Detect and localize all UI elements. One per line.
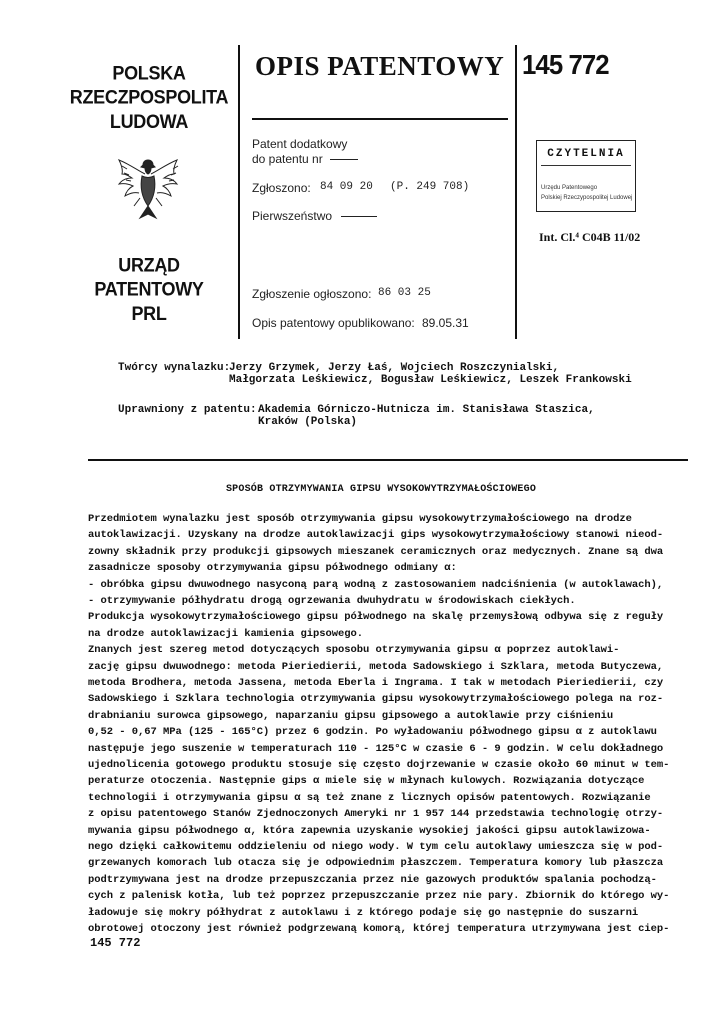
- priority-label-text: Pierwszeństwo: [252, 209, 333, 223]
- text-line: peraturze otoczenia. Następnie gips α miele się w młynach kulowych. Rozwiązania dotyczące: [88, 775, 645, 788]
- title-rule: [252, 118, 508, 120]
- application-published-label: Zgłoszenie ogłoszono:: [252, 287, 372, 301]
- text-line: Znanych jest szereg metod dotyczących sposobu otrzymywania gipsu α poprzez autoklawi-: [88, 644, 620, 657]
- parent-patent-label: [252, 152, 358, 166]
- text-line: drabnianiu surowca gipsowego, naparzaniu gipsu gipsowego a autoklawie przy ciśnieniu: [88, 709, 614, 722]
- text-line: zasadnicze sposoby otrzymywania gipsu półwodnego odmiany α:: [88, 562, 457, 575]
- international-classification: Int. Cl.⁴ C04B 11/02: [539, 230, 641, 244]
- creators-line: Małgorzata Leśkiewicz, Bogusław Leśkiewicz, Leszek Frankowski: [229, 374, 632, 386]
- text-line: - otrzymywanie półhydratu drogą ogrzewania dwuhydratu w środowiskach ciekłych.: [88, 595, 576, 607]
- priority-label: [252, 209, 377, 223]
- stamp-title: CZYTELNIA: [547, 148, 625, 160]
- text-line: obrotowej otoczony jest również podgrzewaną komorą, której temperatura utrzymywana jest ciep-: [88, 923, 670, 935]
- text-line: metoda Brodhera, metoda Jassena, metoda Eberla i Ingrama. I tak w metodach Pieriedierii, czy: [88, 677, 664, 689]
- office-line: PRL: [131, 302, 167, 325]
- column-divider: [515, 45, 517, 339]
- invention-title: SPOSÓB OTRZYMYWANIA GIPSU WYSOKOWYTRZYMAŁOŚCIOWEGO: [225, 484, 537, 495]
- description-published-label: Opis patentowy opublikowano:: [252, 316, 415, 330]
- text-line: na drodze autoklawizacji kamienia gipsowego.: [88, 627, 364, 640]
- creators-label: Twórcy wynalazku:: [118, 362, 231, 374]
- text-line: Sadowskiego i Szklara technologia otrzymywania gipsu wysokowytrzymałościowego polega na roz-: [88, 693, 664, 706]
- application-published-value: 86 03 25: [378, 287, 431, 299]
- blank-line: [341, 216, 377, 217]
- text-line: - obróbka gipsu dwuwodnego nasyconą parą wodną z zastosowaniem nadciśnienia (w autoklawach),: [88, 578, 664, 591]
- text-line: z opisu patentowego Stanów Zjednoczonych Ameryki nr 1 957 144 przedstawia technologię otrzy-: [88, 808, 664, 821]
- text-line: Przedmiotem wynalazku jest sposób otrzymywania gipsu wysokowytrzymałościowego na drodze: [88, 513, 632, 525]
- text-line: 0,52 - 0,67 MPa (125 - 165°C) przez 6 godzin. Po wyładowaniu półwodnego gipsu α z autoklawu: [88, 726, 657, 739]
- text-line: zację gipsu dwuwodnego: metoda Pieriedierii, metoda Sadowskiego i Szklara, metoda Butyczewa,: [88, 660, 664, 673]
- patent-number: 145 772: [522, 49, 609, 80]
- patent-owner-line: Akademia Górniczo-Hutnicza im. Stanisława Staszica,: [258, 404, 595, 416]
- filing-date-value: 84 09 20: [320, 181, 373, 193]
- eagle-emblem-icon: [112, 150, 184, 226]
- text-line: Produkcja wysokowytrzymałościowego gipsu półwodnego na skalę przemysłową odbywa się z reguły: [88, 611, 664, 624]
- text-line: autoklawizacji. Uzyskany na drodze autoklawizacji gips wysokowytrzymałościowy stanowi nieod-: [88, 529, 664, 542]
- text-line: nego dzięki całkowitemu oddzieleniu od niego wody. W tym celu autoklawy umieszcza się w pod-: [88, 841, 664, 853]
- patent-owner-label: Uprawniony z patentu:: [118, 404, 257, 416]
- blank-line: [330, 159, 358, 160]
- country-line: RZECZPOSPOLITA: [69, 86, 229, 108]
- column-divider: [238, 45, 240, 339]
- page-footer-number: 145 772: [90, 936, 141, 950]
- creators-line: Jerzy Grzymek, Jerzy Łaś, Wojciech Roszczynialski,: [229, 362, 560, 374]
- text-line: technologii i otrzymywania gipsu α są też znane z licznych opisów patentowych. Rozwiązanie: [88, 791, 651, 804]
- text-line: następuje jego suszenie w temperaturach 110 - 125°C w czasie 6 - 9 godzin. W celu dokładnego: [88, 742, 664, 755]
- stamp-divider: [541, 165, 631, 166]
- description-published-value: 89.05.31: [422, 316, 469, 330]
- text-line: ujednolicenia gotowego produktu stosuje się często dojrzewanie w czasie około 60 minut w tem-: [88, 759, 670, 771]
- parent-patent-label-text: do patentu nr: [252, 152, 323, 166]
- text-line: zowny składnik przy produkcji gipsowych mieszanek ceramicznych oraz medycznych. Znane są dwa: [88, 545, 664, 558]
- text-line: podtrzymywana jest na drodze przepuszczania przez nie gazowych produktów spalania pochodzą-: [88, 873, 657, 886]
- office-line: URZĄD: [118, 253, 180, 276]
- document-type-title: OPIS PATENTOWY: [255, 51, 505, 81]
- text-line: ładowuje się mokry półhydrat z autoklawu i z którego podaje się go następnie do suszarni: [88, 906, 639, 919]
- filing-date-label: Zgłoszono:: [252, 181, 311, 195]
- additional-patent-label: Patent dodatkowy: [252, 137, 348, 151]
- text-line: grzewanych komorach lub otacza się je odpowiednim płaszczem. Temperatura komory lub płaszcza: [88, 857, 664, 870]
- country-line: LUDOWA: [109, 110, 189, 133]
- patent-owner-line: Kraków (Polska): [258, 416, 358, 428]
- text-line: cych z palenisk kotła, lub też poprzez przepuszczanie przez nie pary. Zbiornik do którego wy-: [88, 890, 670, 903]
- office-line: PATENTOWY: [94, 278, 204, 300]
- filing-reference: (P. 249 708): [390, 181, 470, 193]
- country-name: [60, 61, 238, 134]
- stamp-text: Urzędu Patentowego: [541, 185, 598, 191]
- country-line: POLSKA: [112, 61, 186, 84]
- text-line: mywania gipsu półwodnego α, która zapewnia uzyskanie wysokiej jakości gipsu autoklawizowa-: [88, 824, 651, 837]
- reading-room-stamp: [536, 140, 636, 212]
- section-rule: [88, 459, 688, 461]
- stamp-text: Polskiej Rzeczypospolitej Ludowej: [541, 195, 633, 201]
- office-name: [60, 253, 238, 326]
